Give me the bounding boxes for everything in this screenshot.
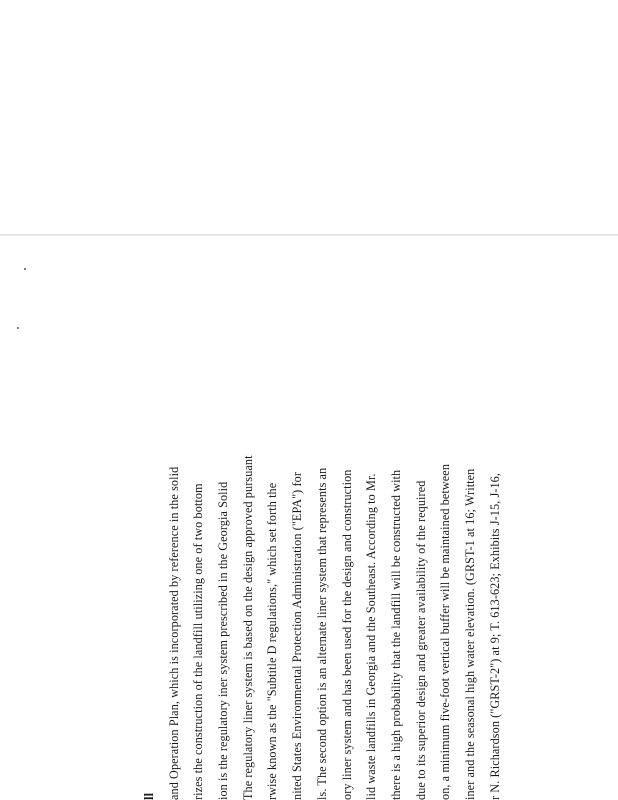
text-line: due to its superior design and greater availability of the required	[413, 480, 428, 800]
text-line: iner and the seasonal high water elevation. (GRST-1 at 16; Written	[462, 468, 477, 800]
rotated-text-block	[137, 330, 507, 800]
text-line: ory liner system and has been used for the design and construction	[339, 469, 354, 800]
scan-speck	[24, 268, 26, 270]
text-line: rizes the construction of the landfill utilizing one of two bottom	[191, 483, 206, 800]
text-line: lid waste landfills in Georgia and the Southeast. According to Mr.	[364, 473, 379, 800]
text-line: ls. The second option is an alternate liner system that represents an	[314, 467, 329, 800]
text-line: rwise known as the "Subtitle D regulations," which set forth the	[265, 482, 280, 800]
text-line: on, a minimum five-foot vertical buffer will be maintained between	[438, 463, 453, 800]
text-line: The regulatory liner system is based on the design approved pursuant	[240, 455, 255, 800]
text-line: ion is the regulatory iner system prescribed in the Georgia Solid	[216, 481, 231, 800]
text-line: r N. Richardson ("GRST-2") at 9; T. 613-623; Exhibits J-15, J-16,	[487, 473, 502, 800]
scan-speck	[17, 327, 19, 329]
text-line: and Operation Plan, which is incorporated by reference in the solid	[166, 466, 181, 800]
text-line: nited States Environmental Protection Administration ("EPA") for	[290, 472, 305, 800]
text-line: there is a high probability that the landfill will be constructed with	[388, 469, 403, 800]
page-fold-line	[0, 234, 618, 236]
section-heading: ll	[142, 792, 156, 800]
